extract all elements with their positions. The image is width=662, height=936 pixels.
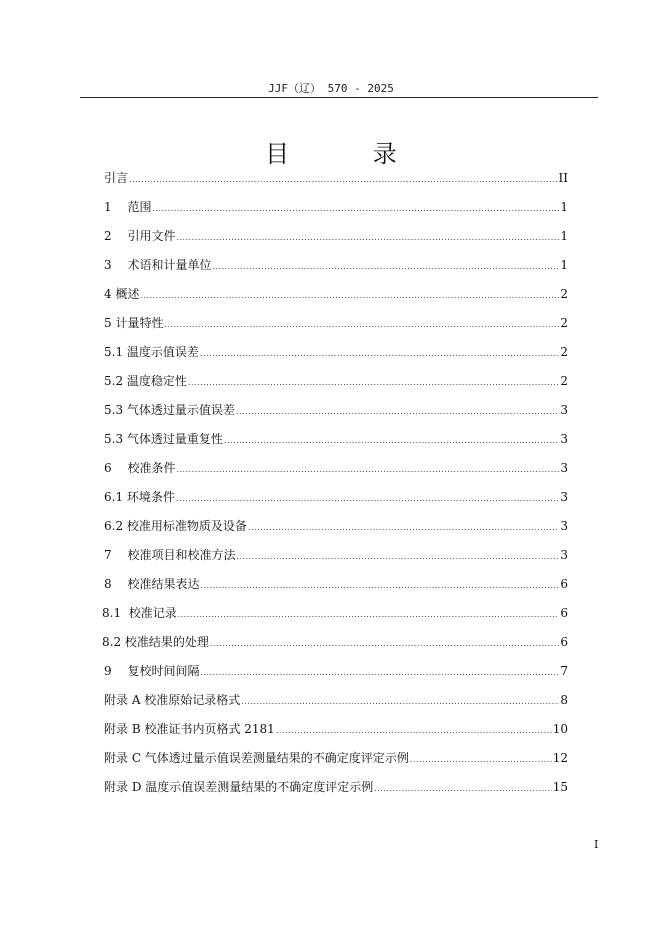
toc-leader <box>224 426 559 455</box>
toc-leader <box>188 368 559 397</box>
toc-page: 3 <box>560 548 568 562</box>
toc-page: 15 <box>552 780 568 794</box>
header-rule <box>80 97 598 98</box>
toc-label: 5.3 气体透过量示值误差 <box>104 403 235 417</box>
toc-label: 2 引用文件 <box>104 229 176 243</box>
toc-page: 6 <box>560 635 568 649</box>
toc-label: 6 校准条件 <box>104 461 176 475</box>
toc-leader <box>129 165 558 194</box>
toc-page: 2 <box>560 316 568 330</box>
toc-page: 1 <box>560 229 568 243</box>
toc-entry-6-1[interactable] <box>104 483 568 512</box>
toc-page: 1 <box>560 200 568 214</box>
toc-page: 3 <box>560 403 568 417</box>
toc-entry-appendix-d[interactable] <box>104 773 568 802</box>
toc-entry-5-1[interactable] <box>104 338 568 367</box>
toc-label: 1 范围 <box>104 200 152 214</box>
toc-page: 2 <box>560 345 568 359</box>
toc-page: 10 <box>552 722 568 736</box>
toc-leader <box>176 223 559 252</box>
toc-label: 附录 B 校准证书内页格式 2181 <box>104 722 275 736</box>
toc-leader <box>410 745 552 774</box>
page-number: I <box>594 838 599 851</box>
toc-entry-1[interactable] <box>104 193 568 222</box>
toc-leader <box>176 484 559 513</box>
toc-label: 7 校准项目和校准方法 <box>104 548 236 562</box>
toc-leader <box>241 687 559 716</box>
toc-label: 附录 D 温度示值误差测量结果的不确定度评定示例 <box>104 780 374 794</box>
toc-entry-6[interactable] <box>104 454 568 483</box>
toc-leader <box>212 252 559 281</box>
toc-entry-7[interactable] <box>104 541 568 570</box>
toc-page: 3 <box>560 432 568 446</box>
toc-entry-appendix-c[interactable] <box>104 744 568 773</box>
toc-leader <box>200 339 559 368</box>
toc-label: 5 计量特性 <box>104 316 164 330</box>
toc-entry-8[interactable] <box>104 570 568 599</box>
toc-entry-5-2[interactable] <box>104 367 568 396</box>
toc-page: 3 <box>560 519 568 533</box>
toc-page: 8 <box>560 693 568 707</box>
toc-entry-3[interactable] <box>104 251 568 280</box>
toc-label: 6.1 环境条件 <box>104 490 175 504</box>
page-title: 目 录 <box>265 140 435 169</box>
toc-entry-8-2[interactable] <box>102 628 568 657</box>
toc-entry-5-3b[interactable] <box>104 425 568 454</box>
toc-leader <box>236 542 559 571</box>
toc-page: 7 <box>560 664 568 678</box>
toc-label: 5.2 温度稳定性 <box>104 374 187 388</box>
toc-label: 3 术语和计量单位 <box>104 258 212 272</box>
toc-entry-appendix-a[interactable] <box>104 686 568 715</box>
toc-leader <box>164 310 559 339</box>
toc-leader <box>200 658 559 687</box>
toc-label: 8.1 校准记录 <box>102 606 177 620</box>
document-code-header: JJF（辽） 570 - 2025 <box>268 82 394 95</box>
toc-leader <box>200 571 559 600</box>
toc-label: 8 校准结果表达 <box>104 577 200 591</box>
toc-page: 3 <box>560 461 568 475</box>
toc-label: 5.1 温度示值误差 <box>104 345 199 359</box>
toc-leader <box>152 194 559 223</box>
toc-label: 附录 A 校准原始记录格式 <box>104 693 241 707</box>
toc-page: 6 <box>560 606 568 620</box>
toc-page: 12 <box>552 751 568 765</box>
toc-leader <box>276 716 552 745</box>
toc-label: 引言 <box>104 171 129 185</box>
toc-entry-5[interactable] <box>104 309 568 338</box>
toc-leader <box>248 513 559 542</box>
toc-label: 附录 C 气体透过量示值误差测量结果的不确定度评定示例 <box>104 751 409 765</box>
toc-entry-8-1[interactable] <box>102 599 568 628</box>
toc-entry-5-3a[interactable] <box>104 396 568 425</box>
toc-page: 3 <box>560 490 568 504</box>
toc-leader <box>176 455 559 484</box>
table-of-contents <box>104 164 568 802</box>
toc-leader <box>210 629 559 658</box>
toc-page: 6 <box>560 577 568 591</box>
toc-leader <box>236 397 559 426</box>
toc-label: 8.2 校准结果的处理 <box>102 635 209 649</box>
toc-entry-2[interactable] <box>104 222 568 251</box>
toc-label: 9 复校时间间隔 <box>104 664 200 678</box>
toc-entry-6-2[interactable] <box>104 512 568 541</box>
toc-page: 2 <box>560 287 568 301</box>
toc-entry-4[interactable] <box>104 280 568 309</box>
toc-entry-appendix-b[interactable] <box>104 715 568 744</box>
toc-label: 6.2 校准用标准物质及设备 <box>104 519 247 533</box>
toc-entry-intro[interactable] <box>104 164 568 193</box>
toc-label: 5.3 气体透过量重复性 <box>104 432 223 446</box>
toc-page: 1 <box>560 258 568 272</box>
toc-leader <box>374 774 551 803</box>
toc-page: 2 <box>560 374 568 388</box>
toc-page: II <box>558 171 568 185</box>
toc-label: 4 概述 <box>104 287 140 301</box>
toc-leader <box>140 281 559 310</box>
toc-entry-9[interactable] <box>104 657 568 686</box>
toc-leader <box>178 600 560 629</box>
